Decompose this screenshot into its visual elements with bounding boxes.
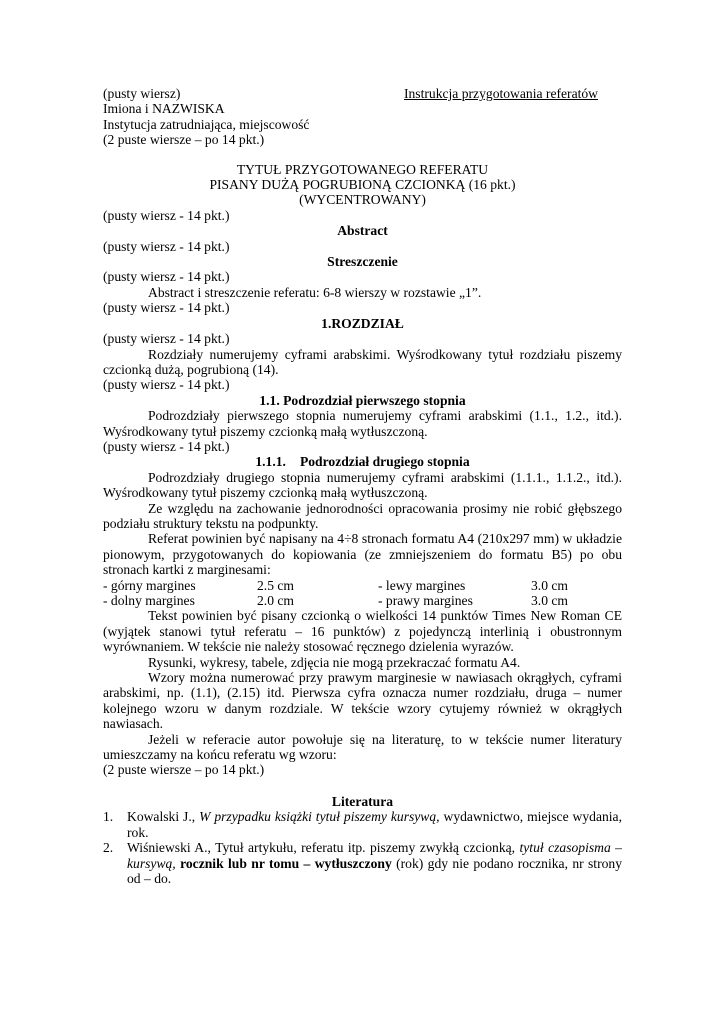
chapter-heading: 1.ROZDZIAŁ — [321, 315, 404, 331]
reference-journal-title: tytuł czasopisma – kursywą, — [127, 840, 622, 871]
two-blank-note: (2 puste wiersze – po 14 pkt.) — [103, 762, 265, 778]
header-blank-line: (pusty wiersz) — [103, 86, 181, 101]
margin-top-label: - górny margines — [103, 577, 196, 593]
margin-bottom-value: 2.0 cm — [257, 593, 294, 608]
literature-heading: Literatura — [331, 793, 394, 809]
margin-left-value: 3.0 cm — [531, 577, 568, 593]
margin-bottom-label: - dolny margines — [103, 593, 195, 608]
blank-note: (pusty wiersz - 14 pkt.) — [103, 300, 230, 316]
margin-right-label: - prawy margines — [378, 593, 473, 608]
chapter-paragraph: Rozdziały numerujemy cyframi arabskimi. Wyśrodkowany tytuł rozdziału piszemy czcionką dużą, pogrubioną (14). — [103, 346, 622, 377]
blank-note: (pusty wiersz - 14 pkt.) — [103, 331, 230, 347]
figures-paragraph: Rysunki, wykresy, tabele, zdjęcia nie mogą przekraczać formatu A4. — [148, 654, 521, 670]
reference-item — [103, 840, 623, 886]
reference-author: Kowalski J., — [127, 809, 200, 825]
paper-title-line-2: PISANY DUŻĄ POGRUBIONĄ CZCIONKĄ (16 pkt.) — [209, 177, 516, 193]
abstract-heading: Abstract — [337, 223, 388, 239]
blank-note: (pusty wiersz - 14 pkt.) — [103, 377, 230, 393]
streszczenie-heading: Streszczenie — [327, 254, 398, 270]
margin-right-value: 3.0 cm — [531, 593, 568, 608]
reference-item — [103, 809, 622, 840]
blank-note: (pusty wiersz - 14 pkt.) — [103, 269, 230, 285]
reference-number: 2. — [103, 840, 114, 856]
paper-title-line-3: (WYCENTROWANY) — [299, 192, 426, 208]
margin-top-value: 2.5 cm — [257, 577, 294, 593]
author-names: Imiona i NAZWISKA — [103, 101, 225, 117]
margins-table — [103, 578, 622, 609]
subchapter-2-paragraph: Podrozdziały drugiego stopnia numerujemy cyframi arabskimi (1.1.1., 1.1.2., itd.). Wyśrodkowany tytuł piszemy czcionką małą wytłuszczoną. — [103, 469, 622, 501]
subchapter-2-title: Podrozdział drugiego stopnia — [299, 454, 470, 470]
blank-note: (pusty wiersz - 14 pkt.) — [103, 438, 230, 454]
literature-paragraph: Jeżeli w referacie autor powołuje się na literaturę, to w tekście numer literatury umieszczamy na końcu referatu wg wzoru: — [103, 731, 622, 763]
reference-volume: rocznik lub nr tomu – wytłuszczony — [175, 855, 392, 871]
paper-title-line-1: TYTUŁ PRZYGOTOWANEGO REFERATU — [236, 161, 489, 177]
subchapter-1-heading: 1.1. Podrozdział pierwszego stopnia — [259, 392, 466, 408]
reference-pages: (rok) gdy nie podano rocznika, nr strony od – do. — [127, 855, 623, 886]
header-row — [103, 86, 622, 101]
abstract-text: Abstract i streszczenie referatu: 6-8 wierszy w rozstawie „1”. — [148, 284, 482, 300]
formulas-paragraph: Wzory można numerować przy prawym marginesie w nawiasach okrągłych, cyframi arabskimi, np. (1.1), (2.15) itd. Pierwsza cyfra oznacza numer rozdziału, druga – numer kolejnego wzoru w danym rozdziale. W tekście wzory cytujemy również w okrągłych nawiasach. — [103, 670, 622, 732]
reference-number: 1. — [103, 809, 114, 825]
reference-book-title: W przypadku książki tytuł piszemy kursywą, — [199, 809, 440, 825]
format-paragraph: Referat powinien być napisany na 4÷8 stronach formatu A4 (210x297 mm) w układzie pionowym, przygotowanych do kopiowania (ze zmniejszeniem do formatu B5) po obu stronach kartki z marginesami: — [103, 531, 622, 578]
blank-note: (pusty wiersz - 14 pkt.) — [103, 207, 230, 223]
structure-paragraph: Ze względu na zachowanie jednorodności opracowania prosimy nie robić głębszego podziału struktury tekstu na podpunkty. — [103, 500, 622, 531]
reference-publisher: wydawnictwo, miejsce wydania, rok. — [127, 809, 622, 840]
subchapter-2-heading — [103, 454, 622, 469]
running-title: Instrukcja przygotowania referatów — [403, 86, 598, 101]
reference-author-article: Wiśniewski A., Tytuł artykułu, referatu itp. piszemy zwykłą czcionką, — [127, 840, 520, 856]
blank-note: (pusty wiersz - 14 pkt.) — [103, 238, 230, 254]
header-two-blank-note: (2 puste wiersze – po 14 pkt.) — [103, 132, 265, 148]
reference-list — [103, 809, 622, 886]
subchapter-2-number: 1.1.1. — [255, 454, 286, 470]
document-body — [103, 86, 622, 886]
margin-left-label: - lewy margines — [378, 577, 466, 593]
subchapter-1-paragraph: Podrozdziały pierwszego stopnia numerujemy cyframi arabskimi (1.1., 1.2., itd.). Wyśrodkowany tytuł piszemy czcionką małą wytłuszczoną. — [103, 408, 622, 439]
author-institution: Instytucja zatrudniająca, miejscowość — [103, 116, 310, 132]
font-paragraph: Tekst powinien być pisany czcionką o wielkości 14 punktów Times New Roman CE (wyjątek stanowi tytuł referatu – 16 punktów) z pojedynczą interlinią i obustronnym wyrównaniem. W tekście nie należy stosować ręcznego dzielenia wyrazów. — [103, 608, 622, 655]
